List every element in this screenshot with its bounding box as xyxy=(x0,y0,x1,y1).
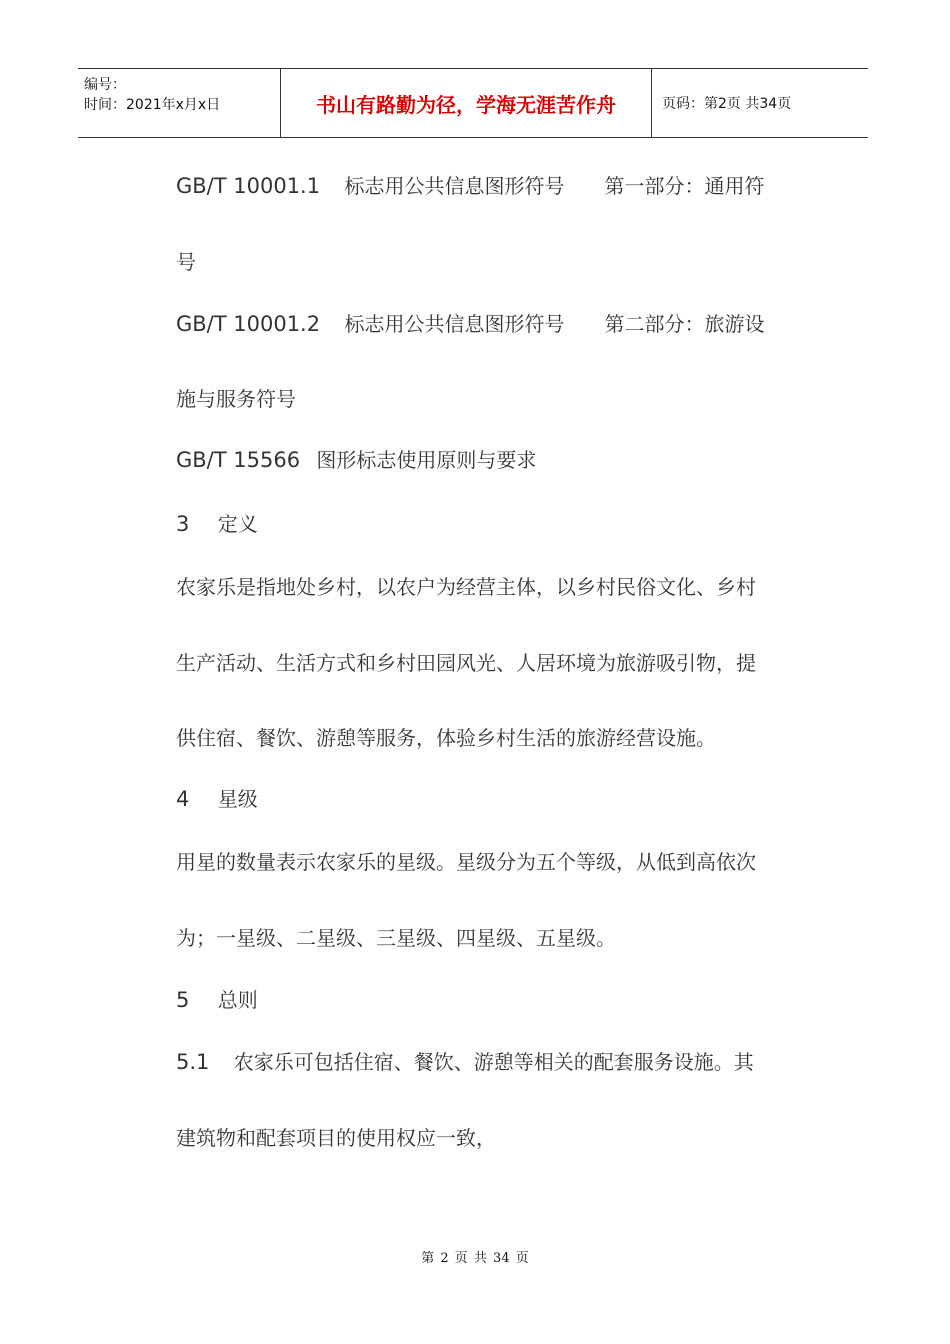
section-title: 星级 xyxy=(217,787,258,811)
body-line: 号 xyxy=(176,250,196,274)
clause-5-1 xyxy=(176,1046,836,1075)
standard-title: 图形标志使用原则与要求 xyxy=(316,448,537,472)
section-heading-definitions xyxy=(176,508,836,537)
body-line: 用星的数量表示农家乐的星级。星级分为五个等级，从低到高依次 xyxy=(176,850,756,874)
body-line: 供住宿、餐饮、游憩等服务，体验乡村生活的旅游经营设施。 xyxy=(176,726,716,750)
standard-ref-1 xyxy=(176,170,836,199)
clause-text: 农家乐可包括住宿、餐饮、游憩等相关的配套服务设施。其 xyxy=(233,1050,754,1074)
time-label: 时间：2021年x月x日 xyxy=(84,97,221,113)
section-title: 总则 xyxy=(217,988,258,1012)
section-number: 4 xyxy=(176,787,190,811)
standard-code: GB/T 10001.2 xyxy=(176,312,321,336)
standard-ref-2 xyxy=(176,308,836,337)
body-line: 为；一星级、二星级、三星级、四星级、五星级。 xyxy=(176,926,616,950)
document-header xyxy=(78,68,868,138)
standard-code: GB/T 10001.1 xyxy=(176,174,321,198)
standard-ref-3 xyxy=(176,444,836,473)
standard-title: 标志用公共信息图形符号 第一部分：通用符 xyxy=(344,174,765,198)
section-number: 3 xyxy=(176,512,190,536)
standard-code: GB/T 15566 xyxy=(176,448,301,472)
section-heading-star-rating xyxy=(176,783,836,812)
section-title: 定义 xyxy=(217,512,258,536)
standard-title: 标志用公共信息图形符号 第二部分：旅游设 xyxy=(344,312,765,336)
section-number: 5 xyxy=(176,988,190,1012)
number-label: 编号： xyxy=(84,77,126,93)
body-line: 生产活动、生活方式和乡村田园风光、人居环境为旅游吸引物，提 xyxy=(176,651,756,675)
body-line: 建筑物和配套项目的使用权应一致， xyxy=(176,1126,496,1150)
body-line: 农家乐是指地处乡村，以农户为经营主体，以乡村民俗文化、乡村 xyxy=(176,575,756,599)
header-motto: 书山有路勤为径，学海无涯苦作舟 xyxy=(280,69,652,137)
header-meta xyxy=(78,69,280,137)
page-footer: 第 2 页 共 34 页 xyxy=(421,1251,529,1266)
body-line: 施与服务符号 xyxy=(176,387,296,411)
section-heading-general xyxy=(176,984,836,1013)
header-page-info: 页码：第2页 共34页 xyxy=(662,96,792,112)
clause-number: 5.1 xyxy=(176,1050,210,1074)
